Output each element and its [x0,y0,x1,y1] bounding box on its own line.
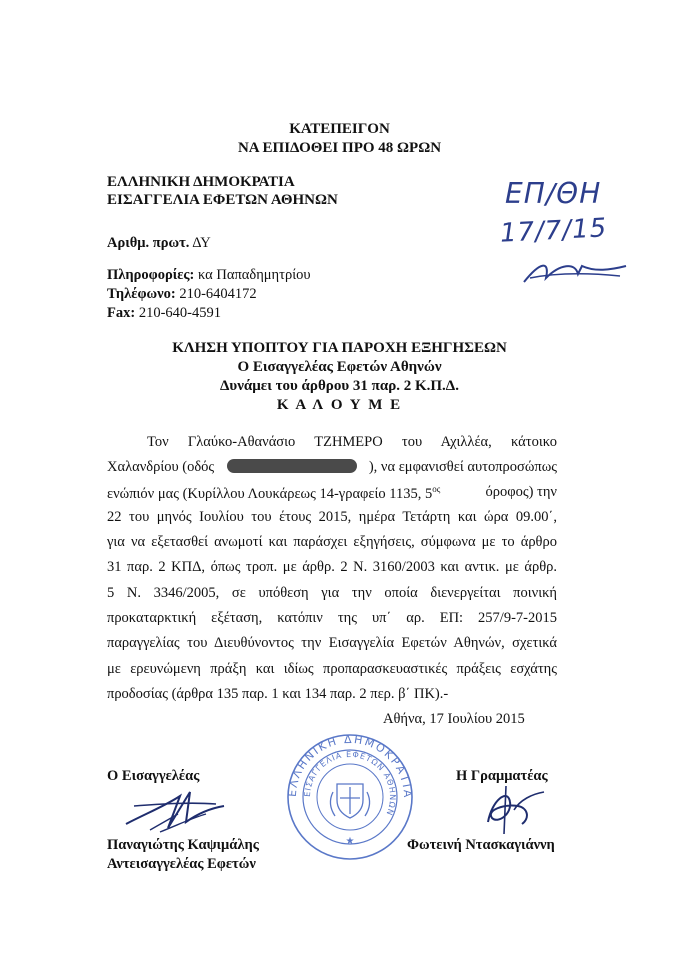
summons-subtitle-prosecutor: Ο Εισαγγελέας Εφετών Αθηνών [237,359,442,375]
body-line-2 [107,459,557,476]
stamp-outer-text: ΕΛΛΗΝΙΚΗ ΔΗΜΟΚΡΑΤΙΑ [285,732,415,800]
stamp-star-icon: ★ [345,836,355,847]
prosecutor-role: Ο Εισαγγελέας [107,768,200,784]
handwritten-note-line-2: 17/7/15 [499,213,608,249]
prosecutor-name: Παναγιώτης Καψιμάλης [107,837,259,853]
body-line-6: 31 παρ. 2 ΚΠΔ, όπως τροπ. με άρθρ. 2 Ν. 3160/2003 και αντικ. με άρθρ. [107,559,557,575]
body-line-3a: ενώπιόν μας (Κυρίλλου Λουκάρεως 14-γραφείο 1135, $5^{o\varsigma}$ [107,484,441,502]
fax-label: Fax: [107,305,136,321]
body-line-8: προκαταρκτική εξέταση, κατόπιν της υπ΄ αρ. ΕΠ: 257/9-7-2015 [107,610,557,626]
stamp-inner-text: ΕΙΣΑΓΓΕΛΙΑ ΕΦΕΤΩΝ ΑΘΗΝΩΝ [302,749,398,818]
protocol-number [107,235,211,252]
secretary-role: Η Γραμματέας [456,768,548,784]
body-line-7: 5 Ν. 3346/2005, σε υπόθεση για την οποία διενεργείται ποινική [107,585,557,601]
body-line-10: με ερευνώμενη πράξη και ιδίως προπαρασκευαστικές πράξεις εσχάτης [107,661,557,677]
secretary-signature-icon [470,780,550,838]
coat-of-arms-icon [330,784,369,818]
prosecutor-signature-icon [120,784,230,839]
handwritten-initials-icon [520,252,630,292]
phone-value: 210-6404172 [179,286,257,302]
urgent-heading: ΚΑΤΕΠΕΙΓΟΝ [289,121,390,137]
issuer-line-2: ΕΙΣΑΓΓΕΛΙΑ ΕΦΕΤΩΝ ΑΘΗΝΩΝ [107,192,338,208]
official-stamp [285,732,415,862]
body-line-5: για να εξετασθεί ανωμοτί και παράσχει εξηγήσεις, σύμφωνα με το άρθρο [107,534,557,550]
phone-label: Τηλέφωνο: [107,286,176,302]
body-line-3b: όροφος) την [485,484,557,500]
fax-value: 210-640-4591 [138,305,221,321]
issuer-line-1: ΕΛΛΗΝΙΚΗ ΔΗΜΟΚΡΑΤΙΑ [107,174,295,190]
floor-superscript: ος [432,484,441,494]
protocol-label: Αριθμ. πρωτ. [107,235,190,251]
contact-phone [107,286,257,303]
summons-title: ΚΛΗΣΗ ΥΠΟΠΤΟΥ ΓΙΑ ΠΑΡΟΧΗ ΕΞΗΓΗΣΕΩΝ [172,340,507,356]
info-label: Πληροφορίες: [107,267,195,283]
contact-fax [107,305,221,322]
body-line-2a: Χαλανδρίου (οδός [107,459,215,475]
summons-subtitle-article: Δυνάμει του άρθρου 31 παρ. 2 Κ.Π.Δ. [220,378,459,394]
protocol-value: ΔΥ [192,235,211,251]
secretary-name: Φωτεινή Ντασκαγιάννη [407,837,555,853]
body-line-11: προδοσίας (άρθρα 135 παρ. 1 και 134 παρ. 2 περ. β΄ ΠΚ).- [107,686,449,702]
contact-info [107,267,311,284]
summons-call: Κ Α Λ Ο Υ Μ Ε [276,397,403,413]
redacted-address [227,459,357,473]
prosecutor-title: Αντεισαγγελέας Εφετών [107,856,256,872]
handwritten-note-line-1: ΕΠ/ΘΗ [505,177,602,210]
body-line-2b: ), να εμφανισθεί αυτοπροσώπως [368,459,557,475]
deliver-heading: ΝΑ ΕΠΙΔΟΘΕΙ ΠΡΟ 48 ΩΡΩΝ [237,140,442,156]
date-line: Αθήνα, 17 Ιουλίου 2015 [383,711,525,727]
info-value: κα Παπαδημητρίου [197,267,311,283]
body-line-4: 22 του μηνός Ιουλίου του έτους 2015, ημέρα Τετάρτη και ώρα 09.00΄, [107,509,557,525]
body-line-3 [107,484,557,503]
body-line-9: παραγγελίας του Διευθύνοντος την Εισαγγελία Εφετών Αθηνών, σχετικά [107,635,557,651]
body-line-1: Τον Γλαύκο-Αθανάσιο ΤΖΗΜΕΡΟ του Αχιλλέα, κάτοικο [147,434,557,450]
